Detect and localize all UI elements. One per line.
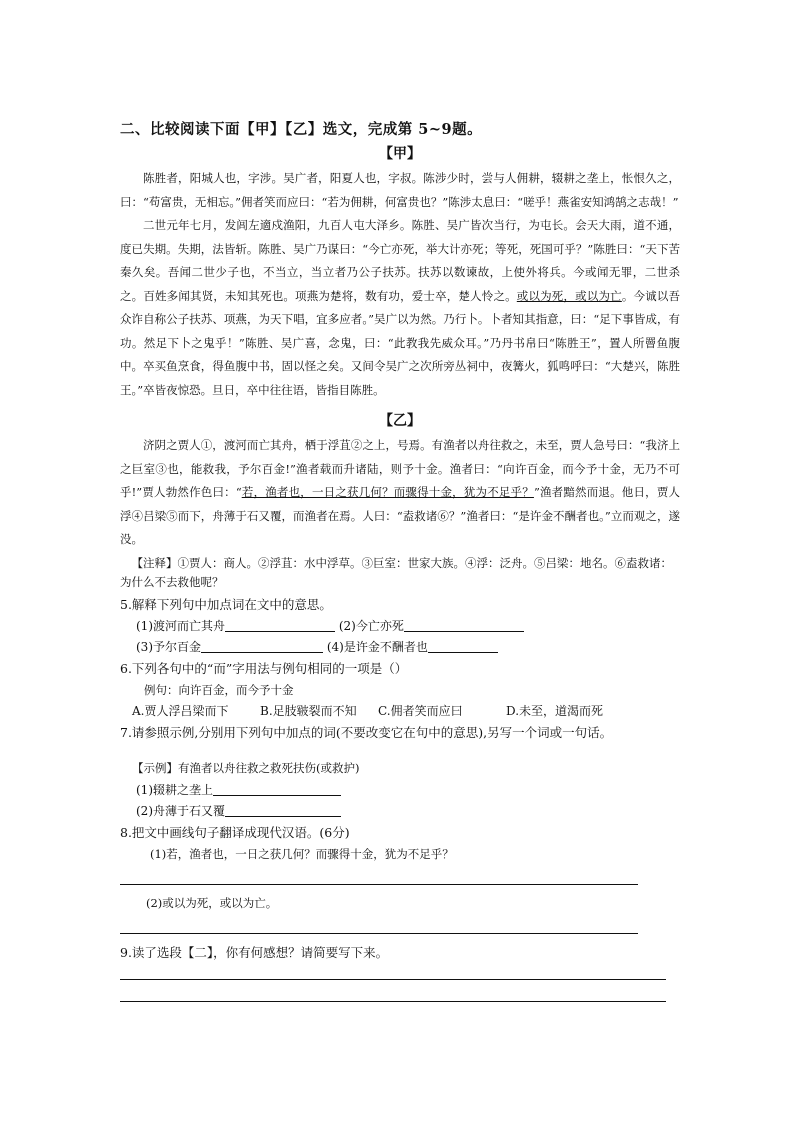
section-title: 二、比较阅读下面【甲】【乙】选文，完成第 5~9题。	[120, 121, 483, 138]
annotation-note: 【注释】①贾人：商人。②浮苴：水中浮草。③巨室：世家大族。④浮：泛舟。⑤吕梁：地名。⑥盍救诸：为什么不去救他呢？	[120, 555, 672, 589]
passage-yi-label: 【乙】	[379, 413, 421, 429]
passage-yi-text-a: 济阴之贾人①，渡河而亡其舟，栖于浮苴②之上，号焉。有渔者以舟往救之，未至，贾人急号曰：“我济上之巨室③也，能救我，予尔百金!”渔者载而升诸陆，则予十金。渔者曰：“向许百金，而今予十金，无乃不可乎!”贾人勃然作色曰：“	[120, 438, 680, 499]
question-5-row-2	[120, 637, 680, 658]
question-6-example: 例句：向许百金，而今予十金	[144, 682, 294, 697]
question-7-item-2-row	[120, 801, 680, 822]
answer-blank[interactable]	[428, 638, 498, 653]
passage-jia-paragraph-1: 陈胜者，阳城人也，字涉。吴广者，阳夏人也，字叔。陈涉少时，尝与人佣耕，辍耕之垄上，怅恨久之，曰：“苟富贵，无相忘。”佣者笑而应曰：“若为佣耕，何富贵也？”陈涉太息曰：“嗟乎！燕雀安知鸿鹄之志哉！”	[120, 171, 680, 209]
question-7-item-1-row	[120, 780, 680, 801]
question-7-item-2: (2)舟薄于石又覆	[136, 803, 225, 818]
question-5-item-4: (4)是许金不酬者也	[326, 639, 428, 654]
passage-jia-label: 【甲】	[379, 146, 421, 162]
question-5-item-3: (3)予尔百金	[136, 639, 201, 654]
passage-jia-paragraph-2	[120, 214, 680, 402]
answer-line[interactable]	[120, 883, 638, 885]
answer-line[interactable]	[120, 1000, 666, 1002]
question-5-item-1: (1)渡河而亡其舟	[136, 618, 225, 633]
answer-blank[interactable]	[404, 617, 524, 632]
question-5-item-2: (2)今亡亦死	[338, 618, 404, 633]
passage-jia-text-a: 二世元年七月，发闾左適戍渔阳，九百人屯大泽乡。陈胜、吴广皆次当行，为屯长。会天大雨，道不通，度已失期。失期，法皆斩。陈胜、吴广乃谋曰：“今亡亦死，举大计亦死；等死，死国可乎？”陈胜曰：“天下苦秦久矣。吾闻二世少子也，不当立，当立者乃公子扶苏。扶苏以数谏故，上使外将兵。今或闻无罪，二世杀之。百姓多闻其贤，未知其死也。项燕为楚将，数有功，爱士卒，楚人怜之。	[120, 218, 680, 303]
passage-jia-text-b: 。今诚以吾众诈自称公子扶苏、项燕，为天下唱，宜多应者。”吴广以为然。乃行卜。卜者知其指意，曰：“足下事皆成，有功。然足下卜之鬼乎！”陈胜、吴广喜，念鬼，曰：“此教我先威众耳。”乃丹书帛曰“陈胜王”，置人所罾鱼腹中。卒买鱼烹食，得鱼腹中书，固以怪之矣。又间令吴广之次所旁丛祠中，夜篝火，狐鸣呼曰：“大楚兴，陈胜王。”卒皆夜惊恐。旦日，卒中往往语，皆指目陈胜。	[120, 288, 681, 397]
passage-yi-paragraph	[120, 434, 680, 552]
question-5-stem: 5.解释下列句中加点词在文中的意思。	[120, 596, 332, 612]
answer-line[interactable]	[120, 932, 638, 934]
question-6-stem: 6.下列各句中的“而”字用法与例句相同的一项是（）	[120, 660, 408, 676]
exam-page	[120, 118, 680, 1002]
option-c[interactable]: C.佣者笑而应曰	[378, 703, 463, 718]
answer-blank[interactable]	[213, 781, 341, 796]
underlined-sentence-jia: 或以为死，或以为亡	[516, 288, 622, 303]
answer-blank[interactable]	[225, 802, 341, 817]
underlined-sentence-yi: 若，渔者也，一日之获几何？而骤得十金，犹为不足乎？	[241, 485, 534, 499]
answer-blank[interactable]	[201, 638, 323, 653]
question-8-item-1: (1)若，渔者也，一日之获几何？而骤得十金，犹为不足乎？	[150, 846, 454, 861]
option-a[interactable]: A.贾人浮吕梁而下	[132, 703, 229, 718]
question-5-row-1	[120, 616, 680, 637]
question-9-stem: 9.读了选段【二】，你有何感想？请简要写下来。	[120, 944, 389, 960]
answer-line[interactable]	[120, 978, 666, 980]
answer-blank[interactable]	[225, 617, 335, 632]
question-8-stem: 8.把文中画线句子翻译成现代汉语。(6分)	[120, 824, 350, 840]
question-6-options	[120, 701, 680, 722]
option-d[interactable]: D.未至，道渴而死	[506, 703, 604, 718]
question-8-item-2: (2)或以为死，或以为亡。	[146, 895, 278, 910]
question-7-stem: 7.请参照示例,分别用下列句中加点的词(不要改变它在句中的意思),另写一个词或一句话。	[120, 724, 613, 740]
passage-yi-text-b: ”渔者黯然而退。他日，贾人浮④吕梁⑤而下，舟薄于石又覆，而渔者在焉。人曰：“盍救诸⑥？”渔者曰：“是许金不酬者也。”立而观之，遂没。	[120, 485, 680, 546]
question-7-example: 【示例】有渔者以舟往救之救死扶伤(或救护)	[132, 760, 360, 775]
question-7-item-1: (1)辍耕之垄上	[136, 782, 213, 797]
option-b[interactable]: B.足肢皲裂而不知	[260, 703, 357, 718]
